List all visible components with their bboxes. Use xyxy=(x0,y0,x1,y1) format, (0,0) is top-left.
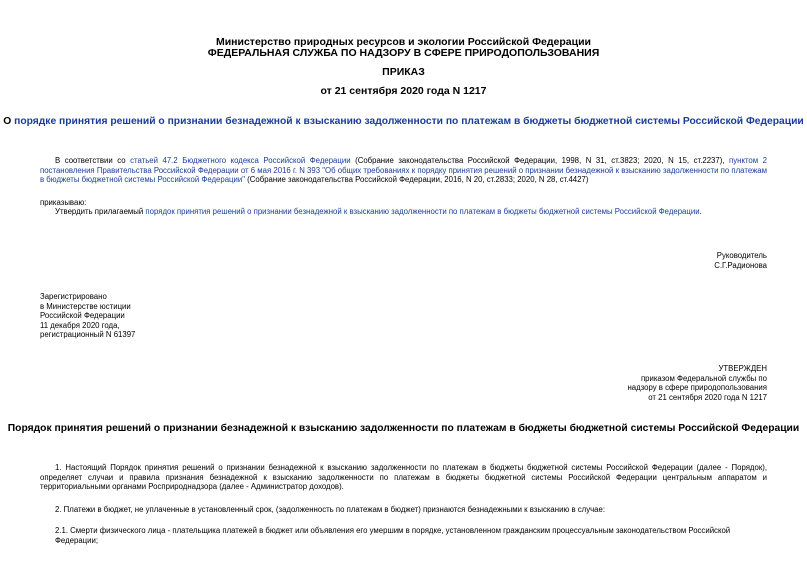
procedure-paragraph-3: 2.1. Смерти физического лица - плательщика платежей в бюджет или объявления его умершим в порядке, установленном гражданским процессуальным законодательством Российской Федерации; xyxy=(55,526,731,545)
approved-line: приказом Федеральной службы по xyxy=(640,373,767,383)
doc-date-number: от 21 сентября 2020 года N 1217 xyxy=(320,85,487,97)
signature-role: Руководитель xyxy=(716,251,767,260)
procedure-title: Порядок принятия решений о признании безнадежной к взысканию задолженности по платежам в бюджеты бюджетной системы Российской Федерации xyxy=(7,423,800,434)
preamble-paragraph xyxy=(40,156,767,185)
order-paragraph xyxy=(55,207,767,217)
approved-line: УТВЕРЖДЕН xyxy=(718,364,767,373)
registration-block xyxy=(40,292,135,340)
procedure-paragraph-1: 1. Настоящий Порядок принятия решений о признании безнадежной к взысканию задолженности по платежам в бюджеты бюджетной системы Российской Федерации (далее - Порядок), определяет случаи и правила признания безнадежной к взысканию задолженности по платежам в бюджеты бюджетной системы Российской Федерации центральным аппаратом и территориальными органами Росприроднадзора (далее - Администратор доходов). xyxy=(40,463,767,492)
order-text-2: . xyxy=(699,207,702,216)
government-decree-link[interactable]: пунктом 2 постановления Правительства Российской Федерации от 6 мая 2016 г. N 393 "Об общих требованиях к порядку принятия решений о признании безнадежной к взысканию задолженности по платежам в бюджеты бюджетной системы Российской Федерации" xyxy=(40,156,767,185)
ministry-heading: Министерство природных ресурсов и экологии Российской Федерации xyxy=(215,36,592,48)
title-link[interactable]: порядке принятия решений о признании безнадежной к взысканию задолженности по платежам в бюджеты бюджетной системы Российской Федерации xyxy=(14,116,804,127)
registration-line: Зарегистрировано xyxy=(40,292,107,301)
preamble-text-2: (Собрание законодательства Российской Федерации, 1998, N 31, ст.3823; 2020, N 15, ст.2237), xyxy=(350,156,730,165)
budget-code-article-link[interactable]: статьей 47.2 Бюджетного кодекса Российской Федерации xyxy=(130,156,351,165)
approved-line: надзору в сфере природопользования xyxy=(627,383,767,393)
preamble-text-1: В соответствии со xyxy=(55,156,131,165)
procedure-link[interactable]: порядок принятия решений о признании безнадежной к взысканию задолженности по платежам в бюджеты бюджетной системы Российской Федерации xyxy=(145,207,700,216)
signature-name: С.Г.Радионова xyxy=(714,261,767,270)
registration-line: 11 декабря 2020 года, xyxy=(40,320,120,330)
title-prefix: О xyxy=(3,116,15,127)
registration-line: в Министерстве юстиции xyxy=(40,301,131,311)
service-heading: ФЕДЕРАЛЬНАЯ СЛУЖБА ПО НАДЗОРУ В СФЕРЕ ПРИРОДОПОЛЬЗОВАНИЯ xyxy=(207,47,600,59)
preamble-text-3: (Собрание законодательства Российской Федерации, 2016, N 20, ст.2833; 2020, N 28, ст.4427) xyxy=(245,175,589,185)
order-text-1: Утвердить прилагаемый xyxy=(55,207,146,216)
approved-line: от 21 сентября 2020 года N 1217 xyxy=(648,392,767,402)
procedure-paragraph-2: 2. Платежи в бюджет, не уплаченные в установленный срок, (задолженность по платежам в бюджет) признаются безнадежными к взысканию в случае: xyxy=(55,505,605,514)
document-title xyxy=(0,116,807,128)
order-word: приказываю: xyxy=(40,198,87,207)
registration-line: регистрационный N 61397 xyxy=(40,330,136,340)
doc-type-heading: ПРИКАЗ xyxy=(382,66,425,78)
approved-block xyxy=(627,364,767,402)
registration-line: Российской Федерации xyxy=(40,311,125,321)
